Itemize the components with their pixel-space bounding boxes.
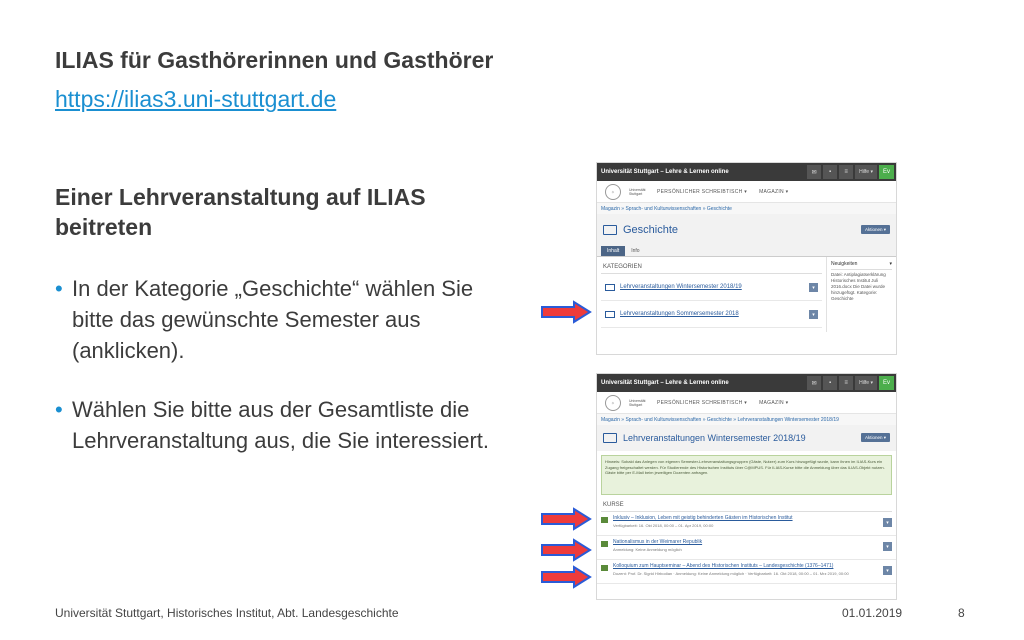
help-button[interactable]: Hilfe ▾ bbox=[855, 376, 877, 390]
category-link[interactable]: Lehrveranstaltungen Wintersemester 2018/19 bbox=[620, 284, 742, 290]
nav-magazin[interactable]: MAGAZIN ▾ bbox=[759, 188, 789, 195]
title-area bbox=[597, 425, 896, 451]
nav-personal-desk[interactable]: PERSÖNLICHER SCHREIBTISCH ▾ bbox=[657, 188, 748, 195]
section-label: KURSE bbox=[601, 499, 892, 512]
mail-icon[interactable]: ✉ bbox=[807, 165, 821, 179]
help-button[interactable]: Hilfe ▾ bbox=[855, 165, 877, 179]
info-message: Hinweis: Sobald das Anlegen von eigenen Semester-Lehrveranstaltungsgruppen (Gäste, Nutzer) zum Kurs hinzugefügt wurde, kann ihnen im ILIAS-Kurs ein Zugang freigeschaltet werden. Für Studierende des Historischen Instituts über C@MPUS. Für ILIAS-Kurse bitte die Anmeldung über das ILIAS-Objekt nutzen. Gäste bitte per E-Mail beim jeweiligen Dozenten anfragen. bbox=[601, 455, 892, 495]
user-button[interactable]: Ev bbox=[879, 165, 894, 179]
course-meta: Dozent: Prof. Dr. Sigrid Hirbodian · Anmeldung: Keine Anmeldung möglich · Verfügbarkeit: 16. Okt 2018, 00:00 – 01. Mrz 2019, 00:00 bbox=[613, 571, 849, 576]
pointer-arrow-icon bbox=[540, 300, 592, 324]
course-row[interactable] bbox=[597, 560, 896, 584]
chevron-down-icon[interactable]: ▾ bbox=[809, 283, 818, 292]
bullet-item bbox=[55, 394, 515, 456]
course-meta: Anmeldung: Keine Anmeldung möglich bbox=[613, 547, 682, 552]
chevron-down-icon[interactable]: ▾ bbox=[883, 566, 892, 575]
category-list bbox=[597, 257, 826, 332]
news-title bbox=[831, 261, 892, 270]
pointer-arrow-icon bbox=[540, 565, 592, 589]
logo-text: Universität Stuttgart bbox=[629, 398, 646, 407]
folder-icon bbox=[605, 284, 615, 291]
nav-personal-desk[interactable]: PERSÖNLICHER SCHREIBTISCH ▾ bbox=[657, 399, 748, 406]
actions-button[interactable]: Aktionen ▾ bbox=[861, 433, 890, 442]
main-nav bbox=[597, 392, 896, 414]
bullet-text: Wählen Sie bitte aus der Gesamtliste die Lehrveranstaltung aus, die Sie interessiert. bbox=[72, 397, 490, 453]
pointer-arrow-icon bbox=[540, 507, 592, 531]
section-label: KATEGORIEN bbox=[601, 261, 822, 274]
chat-icon[interactable]: ▪ bbox=[823, 376, 837, 390]
section-heading: Einer Lehrveranstaltung auf ILIAS beitreten bbox=[55, 184, 426, 240]
category-link[interactable]: Lehrveranstaltungen Sommersemester 2018 bbox=[620, 311, 739, 317]
title-area bbox=[597, 214, 896, 246]
course-icon bbox=[601, 517, 608, 523]
tab-info[interactable]: Info bbox=[631, 248, 640, 254]
footer-institution: Universität Stuttgart, Historisches Institut, Abt. Landesgeschichte bbox=[55, 606, 399, 620]
menu-icon[interactable]: ≡ bbox=[839, 165, 853, 179]
folder-icon bbox=[603, 433, 617, 443]
news-sidebar bbox=[826, 257, 896, 332]
course-link[interactable]: Nationalismus in der Weimarer Republik bbox=[613, 539, 703, 545]
page-number: 8 bbox=[958, 606, 965, 620]
footer-date: 01.01.2019 bbox=[842, 606, 903, 620]
chevron-down-icon[interactable]: ▾ bbox=[883, 518, 892, 527]
actions-button[interactable]: Aktionen ▾ bbox=[861, 225, 890, 234]
chat-icon[interactable]: ▪ bbox=[823, 165, 837, 179]
page-title: Geschichte bbox=[623, 224, 679, 236]
pointer-arrow-icon bbox=[540, 538, 592, 562]
content-area bbox=[597, 257, 896, 332]
gear-icon[interactable]: ▾ bbox=[889, 261, 892, 267]
ilias-topbar bbox=[597, 374, 896, 392]
bullet-item bbox=[55, 273, 515, 366]
bullet-marker: • bbox=[55, 397, 63, 422]
ilias-link[interactable]: https://ilias3.uni-stuttgart.de bbox=[55, 86, 337, 112]
ilias-screenshot-courses bbox=[596, 373, 897, 600]
topbar-title: Universität Stuttgart – Lehre & Lernen online bbox=[601, 169, 729, 175]
course-row[interactable] bbox=[597, 536, 896, 560]
course-icon bbox=[601, 565, 608, 571]
topbar-icons bbox=[807, 163, 894, 181]
news-title-text: Neuigkeiten bbox=[831, 261, 858, 267]
course-row[interactable] bbox=[597, 512, 896, 536]
slide-title: ILIAS für Gasthörerinnen und Gasthörer bbox=[55, 47, 494, 73]
main-nav bbox=[597, 181, 896, 203]
course-meta: Verfügbarkeit: 16. Okt 2018, 00:00 – 01. Apr 2019, 00:00 bbox=[613, 523, 714, 528]
breadcrumb[interactable]: Magazin » Sprach- und Kulturwissenschaften » Geschichte bbox=[597, 203, 896, 214]
university-logo-icon: ☼ bbox=[605, 395, 621, 411]
bullet-list bbox=[55, 273, 515, 484]
tab-content[interactable]: Inhalt bbox=[601, 246, 625, 256]
category-row[interactable] bbox=[601, 274, 822, 301]
course-link[interactable]: Inklusiv – Inklusion, Leben mit geistig behinderten Gästen im Historischen Institut bbox=[613, 515, 793, 521]
course-icon bbox=[601, 541, 608, 547]
folder-icon bbox=[603, 225, 617, 235]
nav-magazin[interactable]: MAGAZIN ▾ bbox=[759, 399, 789, 406]
user-button[interactable]: Ev bbox=[879, 376, 894, 390]
folder-icon bbox=[605, 311, 615, 318]
bullet-marker: • bbox=[55, 276, 63, 301]
ilias-topbar bbox=[597, 163, 896, 181]
university-logo-icon: ☼ bbox=[605, 184, 621, 200]
logo-text: Universität Stuttgart bbox=[629, 187, 646, 196]
topbar-icons bbox=[807, 374, 894, 392]
chevron-down-icon[interactable]: ▾ bbox=[809, 310, 818, 319]
bullet-text: In der Kategorie „Geschichte“ wählen Sie bitte das gewünschte Semester aus (anklicken). bbox=[72, 276, 474, 363]
mail-icon[interactable]: ✉ bbox=[807, 376, 821, 390]
breadcrumb[interactable]: Magazin » Sprach- und Kulturwissenschaften » Geschichte » Lehrveranstaltungen Wintersemester 2018/19 bbox=[597, 414, 896, 425]
news-text: Datei: Antiplagiatserklärung Historisches Institut Juli 2016.docx Die Datei wurde hinzugefügt. Kategorie: Geschichte bbox=[831, 272, 886, 301]
topbar-title: Universität Stuttgart – Lehre & Lernen online bbox=[601, 380, 729, 386]
page-title: Lehrveranstaltungen Wintersemester 2018/19 bbox=[623, 433, 806, 443]
tab-bar bbox=[597, 246, 896, 257]
chevron-down-icon[interactable]: ▾ bbox=[883, 542, 892, 551]
ilias-screenshot-category bbox=[596, 162, 897, 355]
course-link[interactable]: Kolloquium zum Hauptseminar – Abend des Historischen Instituts – Landesgeschichte (1376–1471) bbox=[613, 563, 834, 569]
category-row[interactable] bbox=[601, 301, 822, 328]
menu-icon[interactable]: ≡ bbox=[839, 376, 853, 390]
